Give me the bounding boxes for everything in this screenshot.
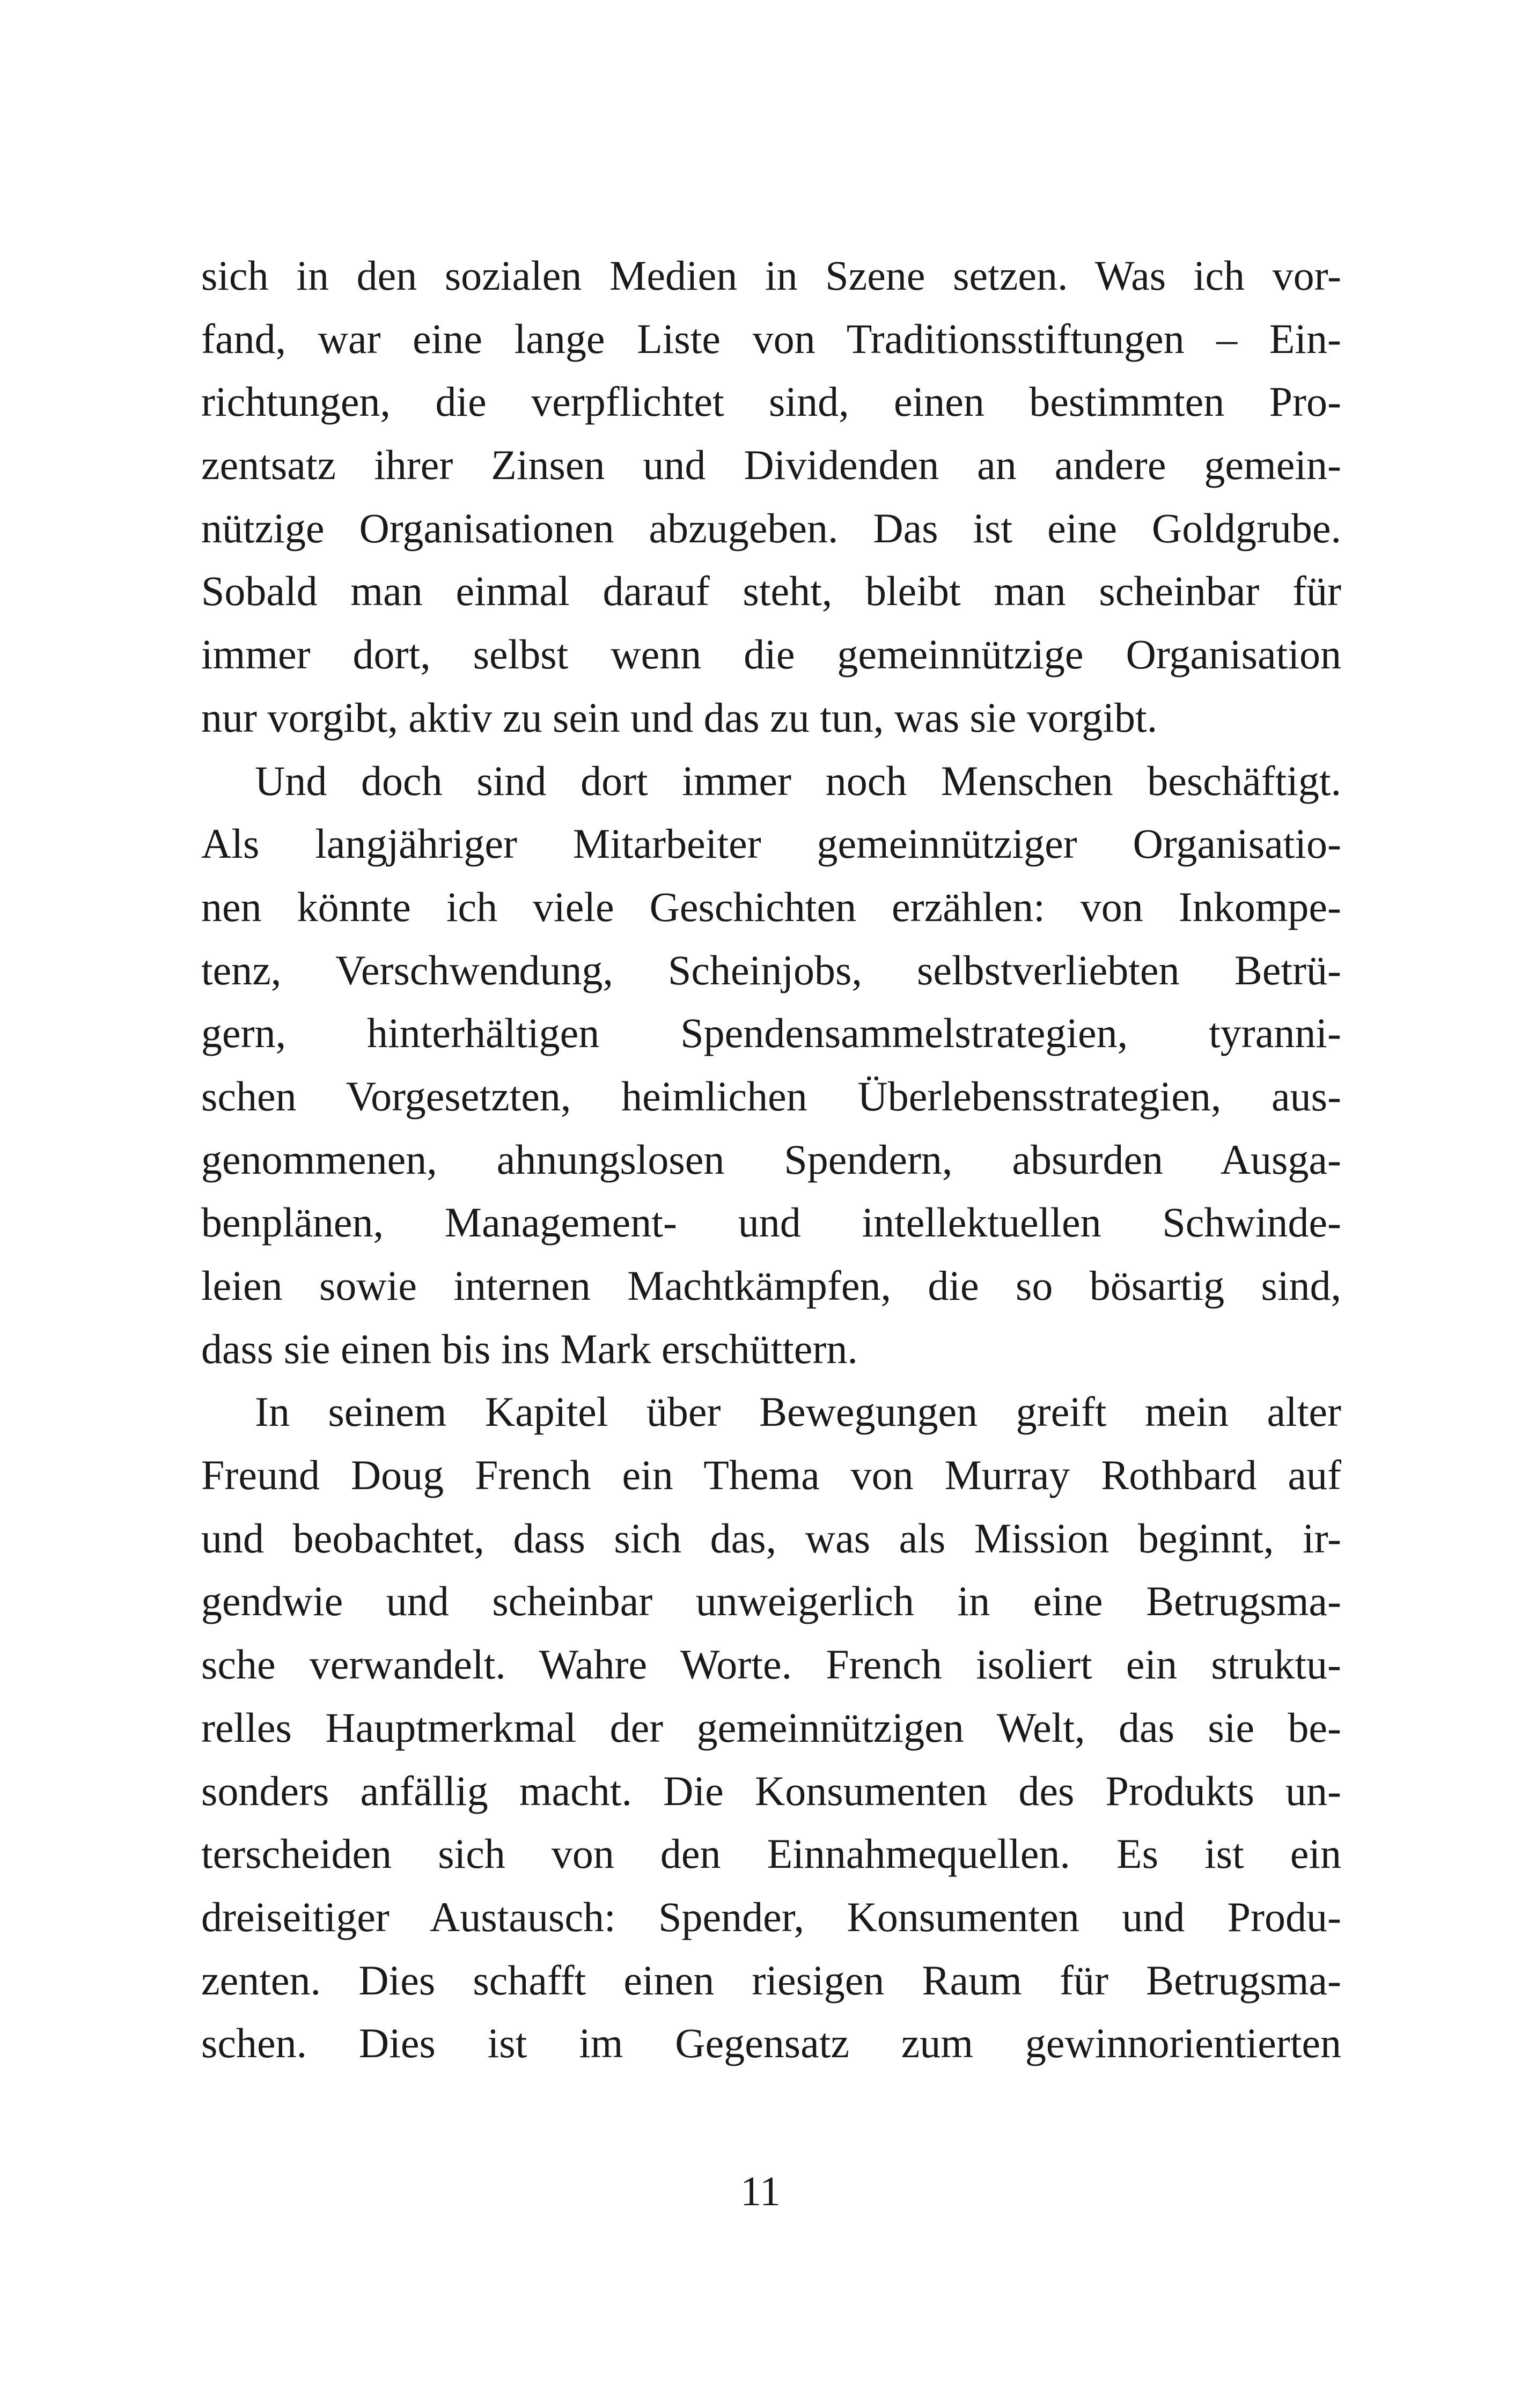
text-line: immer dort, selbst wenn die gemeinnützige Organisation (201, 631, 1341, 678)
text-line: dreiseitiger Austausch: Spender, Konsumenten und Produ- (201, 1893, 1341, 1940)
text-line: zentsatz ihrer Zinsen und Dividenden an andere gemein- (201, 441, 1341, 489)
text-line: Sobald man einmal darauf steht, bleibt man scheinbar für (201, 568, 1341, 615)
text-line: dass sie einen bis ins Mark erschüttern. (201, 1325, 858, 1372)
text-line: Und doch sind dort immer noch Menschen beschäftigt. (255, 757, 1341, 804)
text-line: nützige Organisationen abzugeben. Das ist eine Goldgrube. (201, 504, 1341, 551)
text-line: gendwie und scheinbar unweigerlich in eine Betrugsma- (201, 1578, 1341, 1625)
text-line: nur vorgibt, aktiv zu sein und das zu tun, was sie vorgibt. (201, 694, 1158, 741)
paragraph-2 (201, 749, 1341, 1381)
text-line: benplänen, Management- und intellektuellen Schwinde- (201, 1199, 1341, 1246)
text-line: Als langjähriger Mitarbeiter gemeinnütziger Organisatio- (201, 820, 1341, 867)
text-line: gern, hinterhältigen Spendensammelstrategien, tyranni- (201, 1010, 1341, 1057)
text-line: Freund Doug French ein Thema von Murray Rothbard auf (201, 1452, 1341, 1499)
paragraph-1 (201, 244, 1341, 749)
text-line: genommenen, ahnungslosen Spendern, absurden Ausga- (201, 1136, 1341, 1183)
text-line: In seinem Kapitel über Bewegungen greift mein alter (255, 1388, 1341, 1435)
text-line: nen könnte ich viele Geschichten erzählen: von Inkompe- (201, 883, 1341, 930)
text-line: terscheiden sich von den Einnahmequellen. Es ist ein (201, 1830, 1341, 1877)
text-line: zenten. Dies schafft einen riesigen Raum für Betrugsma- (201, 1956, 1341, 2004)
text-line: tenz, Verschwendung, Scheinjobs, selbstverliebten Betrü- (201, 946, 1341, 993)
text-line: schen Vorgesetzten, heimlichen Überlebensstrategien, aus- (201, 1072, 1341, 1120)
text-line: und beobachtet, dass sich das, was als Mission beginnt, ir- (201, 1514, 1341, 1562)
paragraph-3 (201, 1380, 1341, 2075)
text-line: sonders anfällig macht. Die Konsumenten des Produkts un- (201, 1767, 1341, 1814)
page-number: 11 (740, 2168, 781, 2214)
text-line: schen. Dies ist im Gegensatz zum gewinnorientierten (201, 2020, 1341, 2067)
text-line: relles Hauptmerkmal der gemeinnützigen Welt, das sie be- (201, 1704, 1341, 1751)
text-line: richtungen, die verpflichtet sind, einen bestimmten Pro- (201, 378, 1341, 425)
text-line: leien sowie internen Machtkämpfen, die so bösartig sind, (201, 1262, 1341, 1309)
text-line: sich in den sozialen Medien in Szene setzen. Was ich vor- (201, 252, 1341, 299)
text-line: sche verwandelt. Wahre Worte. French isoliert ein struktu- (201, 1641, 1341, 1688)
body-text (201, 244, 1341, 2075)
text-line: fand, war eine lange Liste von Traditionsstiftungen – Ein- (201, 315, 1341, 362)
